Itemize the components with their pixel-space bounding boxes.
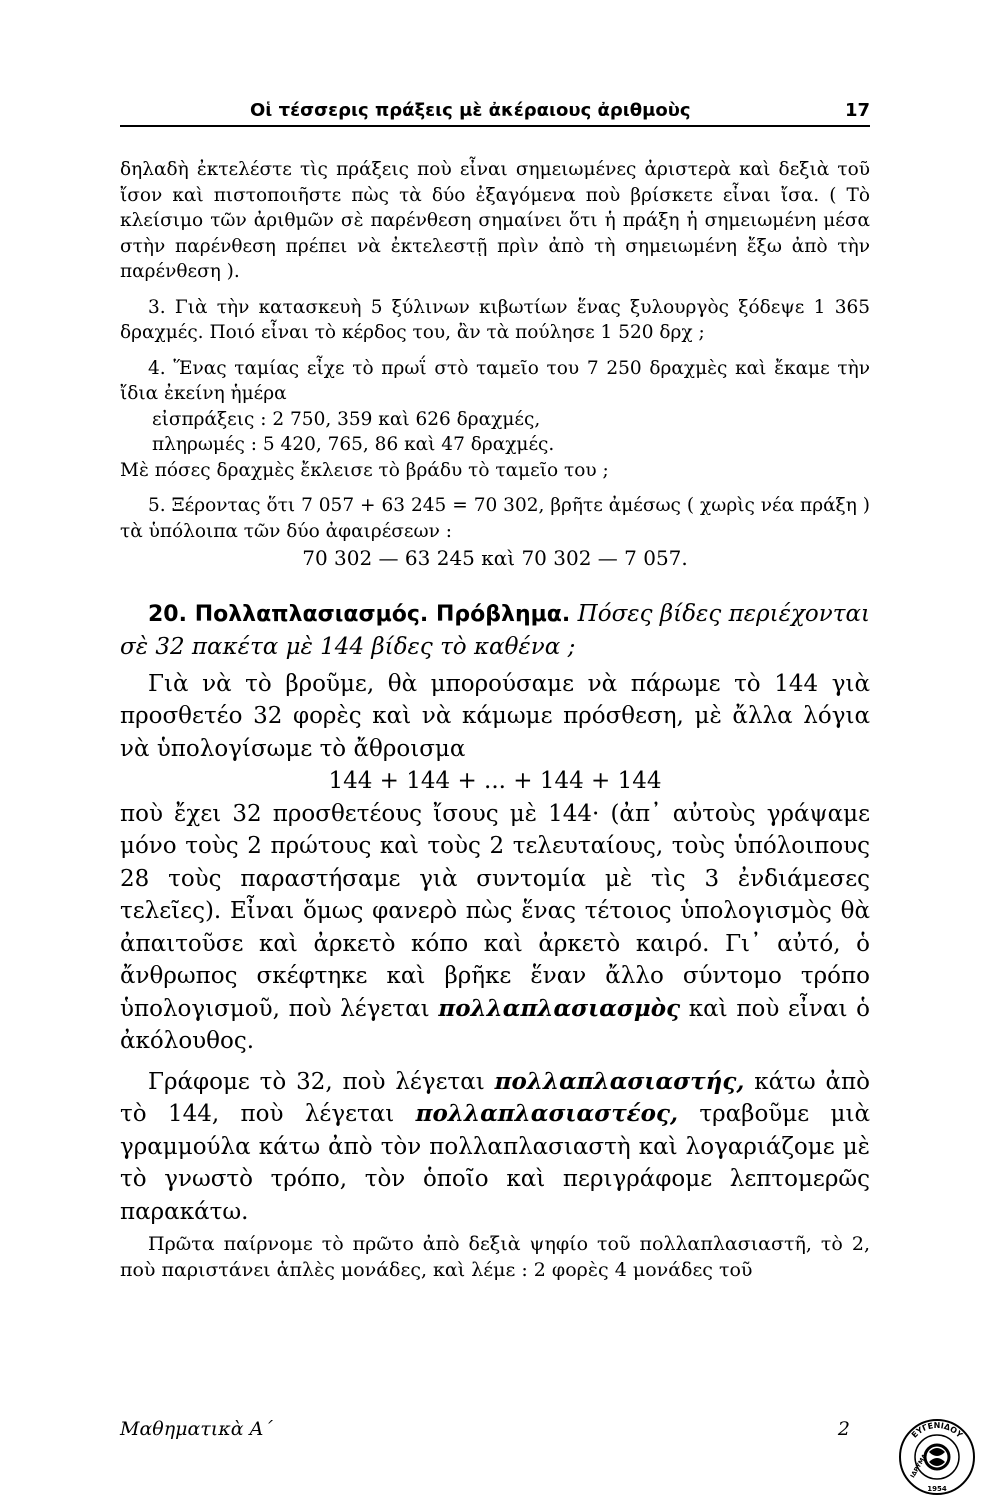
paragraph-2-end: καὶ ποὺ εἶναι ὁ ἀκόλουθος. <box>120 995 870 1054</box>
page-number: 17 <box>844 100 870 121</box>
term-multiplier: πολλαπλασιαστής, <box>494 1067 745 1095</box>
header-title: Οἱ τέσσερις πράξεις μὲ ἀκέραιους ἀριθμοὺς <box>250 100 691 121</box>
section-heading: 20. Πολλαπλασιασμός. Πρόβλημα. <box>148 601 571 627</box>
paragraph-2-text: ποὺ ἔχει 32 προσθετέους ἴσους μὲ 144· (ἀπ᾽ αὐτοὺς γράψαμε μόνο τοὺς 2 πρώτους καὶ τοὺς 2 τελευταίους, τοὺς ὑπόλοιπους 28 τοὺς παραστήσαμε γιὰ συντομία μὲ τὶς 3 ἐνδιάμεσες τελεῖες). Εἶναι ὅμως φανερὸ πὼς ἕνας τέτοιος ὑπολογισμὸς θὰ ἀπαιτοῦσε καὶ ἀρκετὸ κόπο καὶ ἀρκετὸ καιρό. Γι᾽ αὐτό, ὁ ἄνθρωπος σκέφτηκε καὶ βρῆκε ἕναν ἄλλο σύντομο τρόπο ὑπολογισμοῦ, ποὺ λέγεται <box>120 800 870 1022</box>
footer-book-title: Μαθηματικὰ Α΄ <box>120 1418 273 1440</box>
exercise-5-formula: 70 302 — 63 245 καὶ 70 302 — 7 057. <box>302 546 688 570</box>
paragraph-3-c: τραβοῦμε μιὰ γραμμούλα κάτω ἀπὸ τὸν πολλαπλασιαστὴ καὶ λογαριάζομε μὲ τὸ γνωστὸ τρόπο, τὸν ὁποῖο καὶ περιγράφομε λεπτομερῶς παρακάτω. <box>120 1101 871 1225</box>
seal-top-text: ΕΥΓΕΝΙΔΟΥ <box>909 1420 965 1440</box>
exercise-4-receipts: εἰσπράξεις : 2 750, 359 καὶ 626 δραχμές, <box>152 408 541 430</box>
intro-paragraph: δηλαδὴ ἐκτελέστε τὶς πράξεις ποὺ εἶναι σημειωμένες ἀριστερὰ καὶ δεξιὰ τοῦ ἴσον καὶ πιστοποιῆστε πὼς τὰ δύο ἐξαγόμενα ποὺ βρίσκετε εἶναι ἴσα. ( Τὸ κλείσιμο τῶν ἀριθμῶν σὲ παρένθεση σημαίνει ὅτι ἡ πράξη ἡ σημειωμένη μέσα στὴν παρένθεση πρέπει νὰ ἐκτελεστῇ πρὶν ἀπὸ τὴ σημειωμένη ἔξω ἀπὸ τὴν παρένθεση ). <box>120 159 870 282</box>
page-body <box>120 100 870 1283</box>
seal-year: 1954 <box>927 1485 947 1493</box>
exercise-4-payments: πληρωμές : 5 420, 765, 86 καὶ 47 δραχμές. <box>152 434 555 455</box>
exercise-4-line-1: 4. Ἕνας ταμίας εἶχε τὸ πρωΐ στὸ ταμεῖο του 7 250 δραχμὲς καὶ ἔκαμε τὴν ἴδια ἐκείνη ἡμέρα <box>120 357 870 404</box>
exercise-4-question: Μὲ πόσες δραχμὲς ἔκλεισε τὸ βράδυ τὸ ταμεῖο του ; <box>120 459 609 481</box>
running-header <box>120 100 870 127</box>
exercises-block <box>120 157 870 572</box>
paragraph-3 <box>120 1066 870 1229</box>
term-multiplicand: πολλαπλασιαστέος, <box>415 1100 678 1127</box>
exercise-3: 3. Γιὰ τὴν κατασκευὴ 5 ξύλινων κιβωτίων ἕνας ξυλουργὸς ξόδεψε 1 365 δραχμές. Ποιό εἶναι τὸ κέρδος του, ἂν τὰ πούλησε 1 520 δρχ ; <box>120 296 870 343</box>
exercise-5: 5. Ξέροντας ὅτι 7 057 + 63 245 = 70 302, βρῆτε ἀμέσως ( χωρὶς νέα πράξη ) τὰ ὑπόλοιπα τῶν δύο ἀφαιρέσεων : <box>120 495 870 542</box>
svg-text:ΕΥΓΕΝΙΔΟΥ <box>910 1421 964 1440</box>
paragraph-3-b: κάτω ἀπὸ τὸ 144, ποὺ λέγεται <box>120 1068 870 1127</box>
paragraph-4: Πρῶτα παίρνομε τὸ πρῶτο ἀπὸ δεξιὰ ψηφίο τοῦ πολλαπλασιαστῆ, τὸ 2, ποὺ παριστάνει ἁπλὲς μονάδες, καὶ λέμε : 2 φορὲς 4 μονάδες τοῦ <box>120 1233 870 1281</box>
paragraph-3-a: Γράφομε τὸ 32, ποὺ λέγεται <box>148 1068 485 1095</box>
paragraph-1: Γιὰ νὰ τὸ βροῦμε, θὰ μπορούσαμε νὰ πάρωμε τὸ 144 γιὰ προσθετέο 32 φορὲς καὶ νὰ κάμωμε πρόσθεση, μὲ ἄλλα λόγια νὰ ὑπολογίσωμε τὸ ἄθροισμα <box>120 670 870 762</box>
seal-left-text: ΙΔΡΥΜΑ <box>909 1452 929 1480</box>
page-footer <box>120 1418 850 1440</box>
footer-sheet-number: 2 <box>837 1418 850 1440</box>
term-multiplication: πολλαπλασιασμὸς <box>438 994 681 1022</box>
problem-question: Πόσες βίδες περιέχονται σὲ 32 πακέτα μὲ 144 βίδες τὸ καθένα ; <box>120 600 871 660</box>
section-20 <box>120 598 870 1229</box>
sum-formula: 144 + 144 + ... + 144 + 144 <box>328 768 662 794</box>
foundation-seal-icon <box>898 1418 976 1496</box>
paragraph-2 <box>120 798 870 1058</box>
